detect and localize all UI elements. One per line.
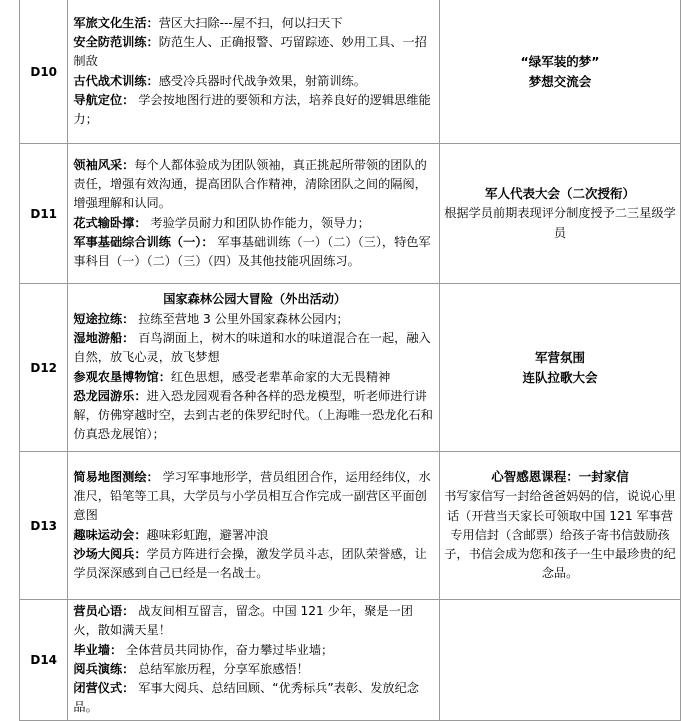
day-cell: D14 (20, 600, 68, 721)
activity-item: 领袖风采：每个人都体验成为团队领袖，真正挑起所带领的团队的责任，增强有效沟通，提高团队合作精神，清除团队之间的隔阂，增强理解和认同。 (73, 157, 427, 211)
table-row (20, 600, 681, 721)
activities-cell (68, 452, 440, 600)
evening-text: 根据学员前期表现评分制度授予二三星级学员 (444, 206, 676, 240)
activity-heading: 国家森林公园大冒险（外出活动） (163, 292, 347, 307)
evening-cell (440, 452, 681, 600)
evening-title: 军营氛围 (535, 349, 586, 365)
evening-cell (440, 284, 681, 452)
day-cell: D12 (20, 284, 68, 452)
evening-cell (440, 600, 681, 721)
activity-item: 阅兵演练： 总结军旅历程，分享军旅感悟！ (73, 661, 309, 676)
activity-item: 湿地游船： 百鸟湖面上，树木的味道和水的味道混合在一起，融入自然，放飞心灵，放飞梦想 (73, 330, 431, 365)
activities-cell (68, 0, 440, 144)
activity-item: 毕业墙： 全体营员共同协作，奋力攀过毕业墙； (73, 642, 334, 657)
activity-item: 古代战术训练：感受冷兵器时代战争效果，射箭训练。 (73, 73, 366, 88)
activity-item: 简易地图测绘： 学习军事地形学，营员组团合作，运用经纬仪，水准尺，铅笔等工具，大学员与小学员相互合作完成一副营区平面创意图 (73, 469, 431, 523)
table-row (20, 0, 681, 144)
activity-item: 军旅文化生活：营区大扫除---屋不扫，何以扫天下 (73, 15, 343, 30)
evening-cell (440, 144, 681, 284)
activity-item: 短途拉练： 拉练至营地 3 公里外国家森林公园内； (73, 311, 349, 326)
evening-cell (440, 0, 681, 144)
day-cell: D13 (20, 452, 68, 600)
evening-text: 梦想交流会 (528, 73, 592, 89)
evening-title: “绿军装的梦” (520, 53, 600, 69)
schedule-table (19, 0, 681, 721)
activity-item: 军事基础综合训练（一）： 军事基础训练（一）（二）（三），特色军事科目（一）（二）（三）（四）及其他技能巩固练习。 (73, 234, 431, 269)
activity-item: 营员心语： 战友间相互留言，留念。中国 121 少年，聚是一团火，散如满天星！ (73, 604, 413, 638)
activities-cell (68, 600, 440, 721)
activity-item: 恐龙园游乐：进入恐龙园观看各种各样的恐龙模型，听老师进行讲解，仿佛穿越时空，去到古老的侏罗纪时代。（上海唯一恐龙化石和仿真恐龙展馆）； (73, 388, 433, 442)
activity-item: 参观农垦博物馆：红色思想，感受老辈革命家的大无畏精神 (73, 369, 391, 384)
day-cell: D10 (20, 0, 68, 144)
evening-title: 军人代表大会（二次授衔） (485, 186, 636, 202)
activities-cell (68, 284, 440, 452)
activities-cell (68, 144, 440, 284)
activity-item: 导航定位： 学会按地图行进的要领和方法，培养良好的逻辑思维能力； (73, 92, 431, 127)
evening-text: 连队拉歌大会 (522, 369, 598, 385)
activity-item: 沙场大阅兵：学员方阵进行会操，激发学员斗志，团队荣誉感，让学员深深感到自己已经是一名战士。 (73, 546, 427, 581)
activity-item: 趣味运动会：趣味彩虹跑，避署冲浪 (73, 527, 269, 542)
activity-item: 闭营仪式： 军事大阅兵、总结回顾、“优秀标兵”表彰、发放纪念品。 (73, 681, 419, 715)
activity-item: 花式输卧撑： 考验学员耐力和团队协作能力，领导力； (73, 215, 370, 230)
activity-item: 安全防范训练：防范生人、正确报警、巧留踪迹、妙用工具、一招制敌 (73, 34, 427, 69)
table-row (20, 284, 681, 452)
table-row (20, 144, 681, 284)
evening-text: 书写家信写一封给爸爸妈妈的信，说说心里话（开营当天家长可领取中国 121 军事营专用信封（含邮票）给孩子寄书信鼓励孩子，书信会成为您和孩子一生中最珍贵的纪念品。 (444, 489, 676, 581)
day-cell: D11 (20, 144, 68, 284)
table-row (20, 452, 681, 600)
evening-title: 心智感恩课程：一封家信 (491, 469, 629, 485)
